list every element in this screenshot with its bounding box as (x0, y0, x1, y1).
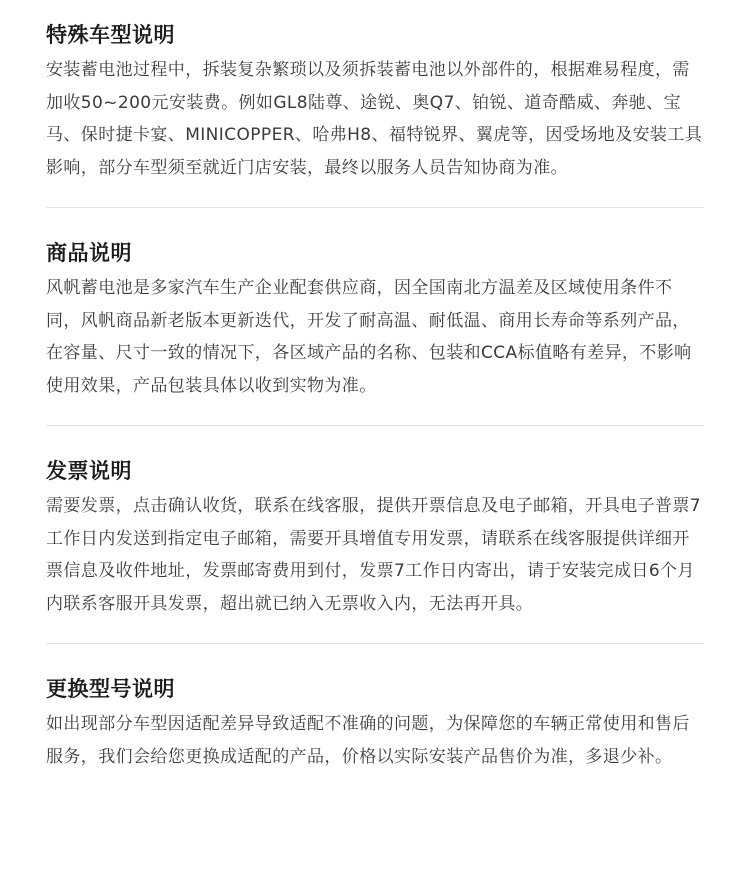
invoice-text: 需要发票，点击确认收货，联系在线客服，提供开票信息及电子邮箱，开具电子普票7工作日内发送到指定电子邮箱，需要开具增值专用发票，请联系在线客服提供详细开票信息及收件地址，发票邮寄费用到付，发票7工作日内寄出，请于安装完成日6个月内联系客服开具发票，超出就已纳入无票收入内，无法再开具。 (46, 496, 702, 614)
special-vehicle-title: 特殊车型说明 (46, 23, 175, 47)
section-divider (46, 425, 704, 426)
special-vehicle-text: 安装蓄电池过程中，拆装复杂繁琐以及须拆装蓄电池以外部件的，根据难易程度，需加收50~200元安装费。例如GL8陆尊、途锐、奥Q7、铂锐、道奇酷威、奔驰、宝马、保时捷卡宴、MINICOPPER、哈弗H8、福特锐界、翼虎等，因受场地及安装工具影响，部分车型须至就近门店安装，最终以服务人员告知协商为准。 (46, 60, 703, 178)
product-info-section (46, 236, 704, 402)
section-divider (46, 643, 704, 644)
model-replacement-title: 更换型号说明 (46, 677, 175, 701)
model-replacement-section (46, 672, 704, 773)
product-info-text: 风帆蓄电池是多家汽车生产企业配套供应商，因全国南北方温差及区域使用条件不同，风帆商品新老版本更新迭代，开发了耐高温、耐低温、商用长寿命等系列产品，在容量、尺寸一致的情况下，各区域产品的名称、包装和CCA标值略有差异，不影响使用效果，产品包装具体以收到实物为准。 (46, 278, 692, 396)
invoice-title: 发票说明 (46, 459, 132, 483)
invoice-section (46, 454, 704, 620)
product-info-title: 商品说明 (46, 241, 132, 265)
special-vehicle-section (46, 18, 704, 184)
model-replacement-text: 如出现部分车型因适配差异导致适配不准确的问题，为保障您的车辆正常使用和售后服务，我们会给您更换成适配的产品，价格以实际安装产品售价为准，多退少补。 (46, 714, 690, 767)
section-divider (46, 207, 704, 208)
